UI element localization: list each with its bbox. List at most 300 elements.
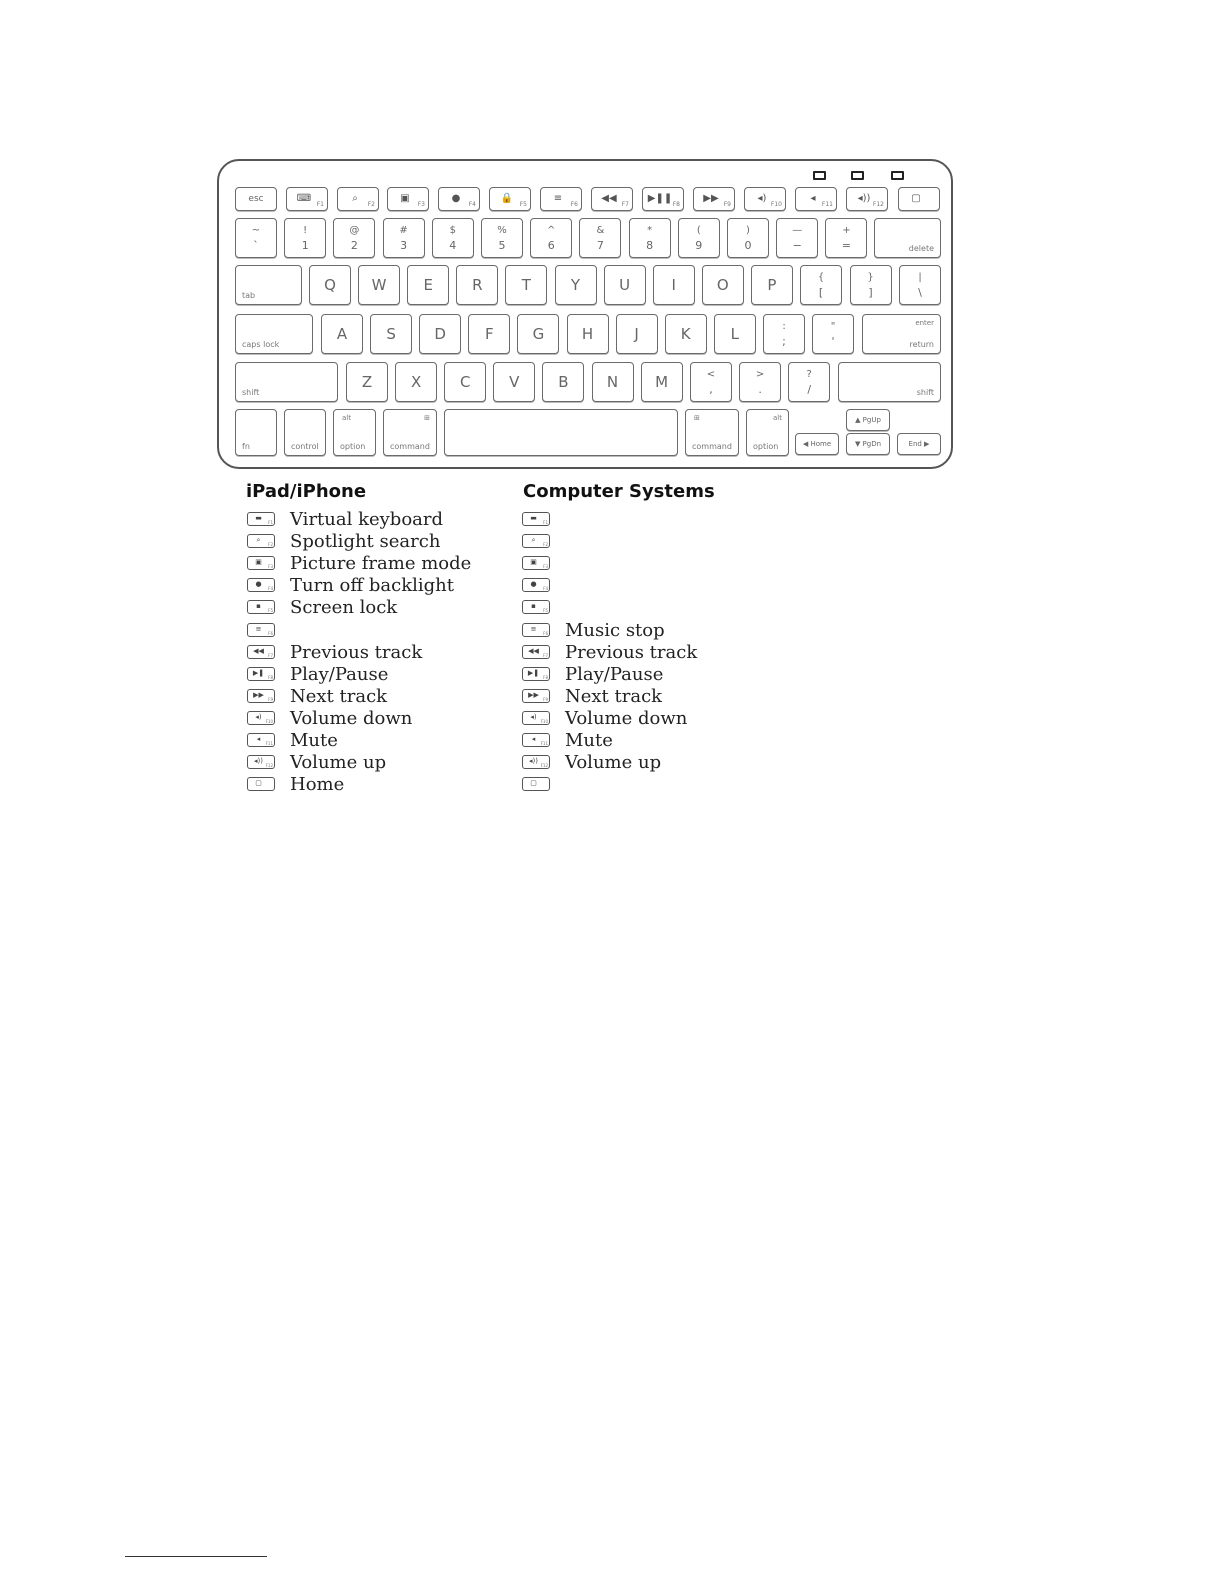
legend-key-glyph: ◂)) [529,757,538,766]
shift-label: shift [242,388,260,397]
key-base-symbol: [ [818,286,824,299]
control-key[interactable] [284,409,326,456]
key-shift-symbol: < [706,369,716,380]
legend-key-glyph: ≡ [530,624,537,633]
key-base-symbol: 7 [596,239,604,252]
ipad-legend-row [246,664,506,686]
ipad-legend-row [246,553,506,575]
function-key-f10[interactable] [744,187,786,211]
legend-label: Picture frame mode [290,553,472,575]
legend-label: Mute [290,730,338,751]
letter-key-t[interactable] [505,265,547,305]
command-label: command [692,442,732,451]
key-letter: M [655,373,669,391]
key-letter: I [671,276,676,294]
legend-key-glyph: ▪ [531,602,536,611]
computer-legend-row [521,531,781,553]
number-key-1[interactable] [284,218,326,258]
key-base-symbol: . [758,383,762,396]
power-led-indicator [891,171,904,180]
footnote-divider [125,1556,267,1557]
ipad-legend-row [246,686,506,708]
key-base-symbol: / [807,383,812,396]
computer-legend-row [521,553,781,575]
key-shift-symbol: @ [349,225,360,236]
legend-label: Virtual keyboard [290,509,444,530]
legend-key-glyph: ◂) [255,713,262,722]
legend-label: Next track [290,685,388,707]
legend-key-icon [522,777,550,791]
letter-key-v[interactable] [493,362,535,402]
option-label: option [753,442,779,451]
legend-key-number: F2 [268,542,273,548]
key-base-symbol: ' [831,335,835,348]
letter-key-b[interactable] [542,362,584,402]
key-base-symbol: 9 [695,239,703,252]
ipad-legend-row [246,642,506,664]
computer-legend-row [521,509,781,531]
legend-key-icon [247,711,275,725]
key-letter: N [606,373,619,391]
delete-key[interactable] [874,218,941,258]
key-letter: H [581,325,594,343]
letter-key-x[interactable] [395,362,437,402]
key-shift-symbol: } [867,272,874,283]
legend-key-number: F4 [543,586,548,592]
function-key-number: F4 [468,201,476,208]
key-letter: Y [570,276,581,294]
key-letter: G [532,325,545,343]
esc-key[interactable] [235,187,277,211]
number-key-3[interactable] [383,218,425,258]
computer-column-title: Computer Systems [523,481,715,502]
number-key-11[interactable] [776,218,818,258]
function-key-icon: ▣ [400,192,410,204]
key-base-symbol: ` [253,239,259,252]
bracket-key-0[interactable] [800,265,842,305]
left-arrow-home-key[interactable] [795,433,839,455]
tab-key[interactable] [235,265,302,305]
function-key-f9[interactable] [693,187,735,211]
number-key-4[interactable] [432,218,474,258]
letter-key-p[interactable] [751,265,793,305]
legend-key-glyph: ▢ [255,779,262,788]
letter-key-d[interactable] [419,314,461,354]
computer-legend-row [521,620,781,642]
legend-key-icon [247,578,275,592]
key-letter: D [434,325,446,343]
legend-key-glyph: ▶❚ [527,668,540,677]
function-key-f3[interactable] [387,187,429,211]
key-base-symbol: = [841,239,851,252]
legend-label: Previous track [290,641,423,663]
key-letter: C [459,373,471,391]
legend-key-glyph: ▶▶ [253,690,264,699]
computer-legend-row [521,575,781,597]
letter-key-c[interactable] [444,362,486,402]
legend-key-icon [247,667,275,681]
function-key-number: F2 [367,201,375,208]
legend-label: Spotlight search [290,531,441,553]
letter-key-j[interactable] [616,314,658,354]
key-letter: P [767,276,777,294]
function-key-number: F9 [723,201,731,208]
key-letter: A [336,325,348,343]
letter-key-e[interactable] [407,265,449,305]
key-shift-symbol: ! [303,225,308,236]
legend-label: Play/Pause [290,663,389,685]
key-shift-symbol: ^ [546,225,556,236]
number-key-6[interactable] [530,218,572,258]
legend-key-number: F12 [540,763,548,769]
option-label: option [340,442,366,451]
legend-key-icon [522,667,550,681]
number-key-5[interactable] [481,218,523,258]
bluetooth-led-indicator [851,171,864,180]
function-key-f2[interactable] [337,187,379,211]
computer-legend-row [521,752,781,774]
number-key-2[interactable] [333,218,375,258]
legend-key-icon [522,556,550,570]
key-shift-symbol: " [830,321,836,332]
key-base-symbol: 5 [498,239,506,252]
key-base-symbol: 1 [301,239,309,252]
key-base-symbol: 3 [400,239,408,252]
legend-label: Next track [565,685,663,707]
key-letter: U [619,276,631,294]
legend-label: Music stop [565,619,665,641]
windows-icon: ⊞ [424,414,430,422]
windows-icon: ⊞ [694,414,700,422]
legend-label: Turn off backlight [290,575,454,597]
fn-key-label: fn [242,442,250,451]
legend-label: Play/Pause [565,663,664,685]
left-option-key[interactable] [333,409,376,456]
legend-key-number: F9 [543,696,548,702]
end-arrow-label: End ▶ [908,440,930,448]
tab-key-label: tab [242,291,256,300]
right-option-key[interactable] [746,409,789,456]
key-shift-symbol: # [399,225,408,236]
esc-key-label: esc [248,194,264,204]
key-shift-symbol: % [497,225,507,236]
command-label: command [390,442,430,451]
bracket-key-1[interactable] [850,265,892,305]
legend-key-number: F9 [268,696,273,702]
function-key-f11[interactable] [795,187,837,211]
letter-key-m[interactable] [641,362,683,402]
function-key-f12[interactable] [846,187,888,211]
ipad-legend-row [246,752,506,774]
legend-key-icon [522,600,550,614]
function-key-f7[interactable] [591,187,633,211]
function-key-number: F8 [672,201,680,208]
legend-key-number: F7 [543,652,548,658]
key-shift-symbol: $ [449,225,456,236]
number-key-8[interactable] [629,218,671,258]
letter-key-u[interactable] [604,265,646,305]
legend-key-icon [522,645,550,659]
left-command-key[interactable] [383,409,437,456]
letter-key-l[interactable] [714,314,756,354]
key-shift-symbol: : [782,321,786,332]
legend-key-glyph: ◀◀ [528,646,539,655]
legend-key-glyph: ▪ [256,602,261,611]
legend-key-glyph: ▶▶ [528,690,539,699]
key-shift-symbol: * [647,225,653,236]
alt-label: alt [342,414,351,422]
left-shift-key[interactable] [235,362,338,402]
computer-legend-row [521,730,781,752]
legend-label: Volume down [290,707,413,729]
pgdn-arrow-label: ▼ PgDn [854,440,882,448]
legend-key-number: F4 [268,586,273,592]
caps-lock-key[interactable] [235,314,313,354]
legend-key-glyph: ◂) [530,713,537,722]
legend-label: Home [290,774,345,796]
computer-legend-row [521,597,781,619]
legend-key-icon [247,689,275,703]
legend-label: Volume down [565,707,688,729]
legend-key-icon [247,600,275,614]
function-key-f6[interactable] [540,187,582,211]
function-key-number: F3 [417,201,425,208]
computer-legend-row [521,774,781,796]
function-key-icon: ⌕ [352,192,358,204]
legend-key-glyph: ▣ [255,558,262,567]
key-shift-symbol: ~ [251,225,261,236]
key-letter: K [680,325,691,343]
key-base-symbol: \ [918,286,922,299]
key-letter: X [410,373,422,391]
letter-key-h[interactable] [567,314,609,354]
function-key-[interactable] [898,187,940,211]
ipad-legend-row [246,774,506,796]
legend-key-glyph: ● [255,580,262,589]
key-letter: O [716,276,729,294]
return-label: return [909,340,934,349]
fn-key[interactable] [235,409,277,456]
legend-key-icon [522,578,550,592]
key-base-symbol: 6 [547,239,555,252]
right-command-key[interactable] [685,409,739,456]
letter-key-g[interactable] [517,314,559,354]
alt-label: alt [773,414,782,422]
legend-key-icon [522,733,550,747]
letter-key-y[interactable] [555,265,597,305]
key-letter: Q [324,276,336,294]
legend-key-glyph: ≡ [255,624,262,633]
home-arrow-label: ◀ Home [802,440,832,448]
letter-key-n[interactable] [592,362,634,402]
key-base-symbol: 8 [646,239,654,252]
letter-key-o[interactable] [702,265,744,305]
key-base-symbol: ; [782,335,786,348]
ipad-legend-row [246,708,506,730]
legend-key-number: F8 [543,674,548,680]
key-shift-symbol: > [755,369,765,380]
key-letter: W [371,276,387,294]
legend-key-icon [522,534,550,548]
function-key-number: F12 [872,201,884,208]
key-letter: L [730,325,739,343]
legend-key-number: F5 [543,608,548,614]
letter-key-w[interactable] [358,265,400,305]
punct-key-1[interactable] [812,314,854,354]
letter-key-f[interactable] [468,314,510,354]
legend-key-icon [522,711,550,725]
punct-key-4[interactable] [788,362,830,402]
function-key-number: F5 [519,201,527,208]
function-key-icon: ▶▶ [703,192,719,204]
legend-label: Screen lock [290,597,398,619]
legend-key-number: F1 [543,520,548,525]
number-key-12[interactable] [825,218,867,258]
number-key-9[interactable] [678,218,720,258]
ipad-legend-row [246,531,506,553]
ipad-legend-row [246,597,506,619]
key-base-symbol: ] [868,286,873,299]
legend-key-number: F6 [268,630,273,636]
legend-key-number: F11 [265,741,273,746]
legend-key-number: F8 [268,674,273,680]
legend-key-number: F3 [543,564,548,570]
letter-key-q[interactable] [309,265,351,305]
right-shift-key[interactable] [838,362,941,402]
ipad-legend-row [246,730,506,752]
key-letter: T [521,276,531,294]
key-letter: V [509,373,520,391]
function-key-f4[interactable] [438,187,480,211]
legend-key-icon [247,556,275,570]
number-key-10[interactable] [727,218,769,258]
function-key-icon: ◀◀ [601,192,617,204]
shift-label: shift [916,388,934,397]
key-base-symbol: 4 [449,239,457,252]
key-letter: J [634,325,639,343]
ipad-column-title: iPad/iPhone [246,481,367,502]
legend-key-glyph: ▢ [530,779,537,788]
caps-lock-label: caps lock [242,340,280,349]
function-key-icon: ◂)) [857,192,871,204]
right-arrow-end-key[interactable] [897,433,941,455]
punct-key-3[interactable] [739,362,781,402]
function-key-icon: ≡ [553,192,563,204]
legend-key-glyph: ◀◀ [253,646,264,655]
keyboard-diagram [217,159,953,469]
key-shift-symbol: + [842,225,851,236]
key-letter: Z [361,373,373,391]
enter-label: enter [915,319,934,327]
key-shift-symbol: & [596,225,605,236]
letter-key-i[interactable] [653,265,695,305]
legend-key-number: F2 [543,542,548,548]
function-key-f8[interactable] [642,187,684,211]
legend-label: Previous track [565,641,698,663]
computer-legend-row [521,642,781,664]
legend-key-icon [247,733,275,747]
key-shift-symbol: ( [696,225,701,236]
legend-key-icon [247,534,275,548]
key-base-symbol: − [792,239,802,252]
letter-key-r[interactable] [456,265,498,305]
control-key-label: control [291,442,319,451]
function-key-icon: ◂ [810,192,816,204]
legend-key-number: F1 [268,520,273,525]
number-key-7[interactable] [579,218,621,258]
function-key-number: F6 [570,201,578,208]
legend-key-number: F11 [540,741,548,746]
key-letter: F [484,325,494,343]
legend-key-glyph: ▣ [530,558,537,567]
legend-key-number: F10 [540,718,548,724]
legend-key-icon [522,689,550,703]
legend-label: Volume up [565,752,662,774]
legend-key-icon [247,645,275,659]
number-key-0[interactable] [235,218,277,258]
legend-key-glyph: ▬ [530,514,537,523]
legend-key-icon [522,512,550,526]
function-key-icon: ⌨ [296,192,312,204]
function-key-icon: ▢ [911,192,921,204]
key-base-symbol: 2 [350,239,358,252]
legend-key-glyph: ◂)) [254,757,263,766]
down-arrow-pgdn-key[interactable] [846,433,890,455]
delete-key-label: delete [908,244,934,253]
space-bar[interactable] [444,409,678,456]
key-shift-symbol: ) [746,225,750,236]
function-key-f1[interactable] [286,187,328,211]
ipad-legend-row [246,620,506,642]
letter-key-k[interactable] [665,314,707,354]
punct-key-2[interactable] [690,362,732,402]
function-key-f5[interactable] [489,187,531,211]
letter-key-a[interactable] [321,314,363,354]
legend-key-number: F6 [543,630,548,636]
key-shift-symbol: | [918,272,922,283]
key-letter: E [423,276,433,294]
up-arrow-pgup-key[interactable] [846,409,890,431]
legend-label: Volume up [290,752,387,774]
key-shift-symbol: { [817,272,825,283]
legend-key-number: F5 [268,608,273,614]
key-letter: B [558,373,569,391]
legend-key-icon [247,777,275,791]
legend-key-glyph: ▶❚ [252,668,265,677]
legend-key-glyph: ⌕ [256,536,261,545]
bracket-key-2[interactable] [899,265,941,305]
legend-key-icon [247,512,275,526]
legend-key-icon [247,623,275,637]
legend-key-glyph: ◂ [256,735,261,744]
legend-key-icon [247,755,275,769]
computer-legend-row [521,708,781,730]
ipad-legend-row [246,575,506,597]
function-key-number: F7 [621,201,629,208]
letter-key-s[interactable] [370,314,412,354]
legend-key-number: F3 [268,564,273,570]
caps-led-indicator [813,171,826,180]
return-key[interactable] [862,314,941,354]
letter-key-z[interactable] [346,362,388,402]
legend-key-glyph: ● [530,580,537,589]
key-letter: S [386,325,396,343]
legend-key-glyph: ◂ [531,735,536,744]
function-key-icon: 🔒 [500,192,514,204]
function-key-icon: ▶❚❚ [647,192,673,204]
key-shift-symbol: — [792,225,803,236]
punct-key-0[interactable] [763,314,805,354]
